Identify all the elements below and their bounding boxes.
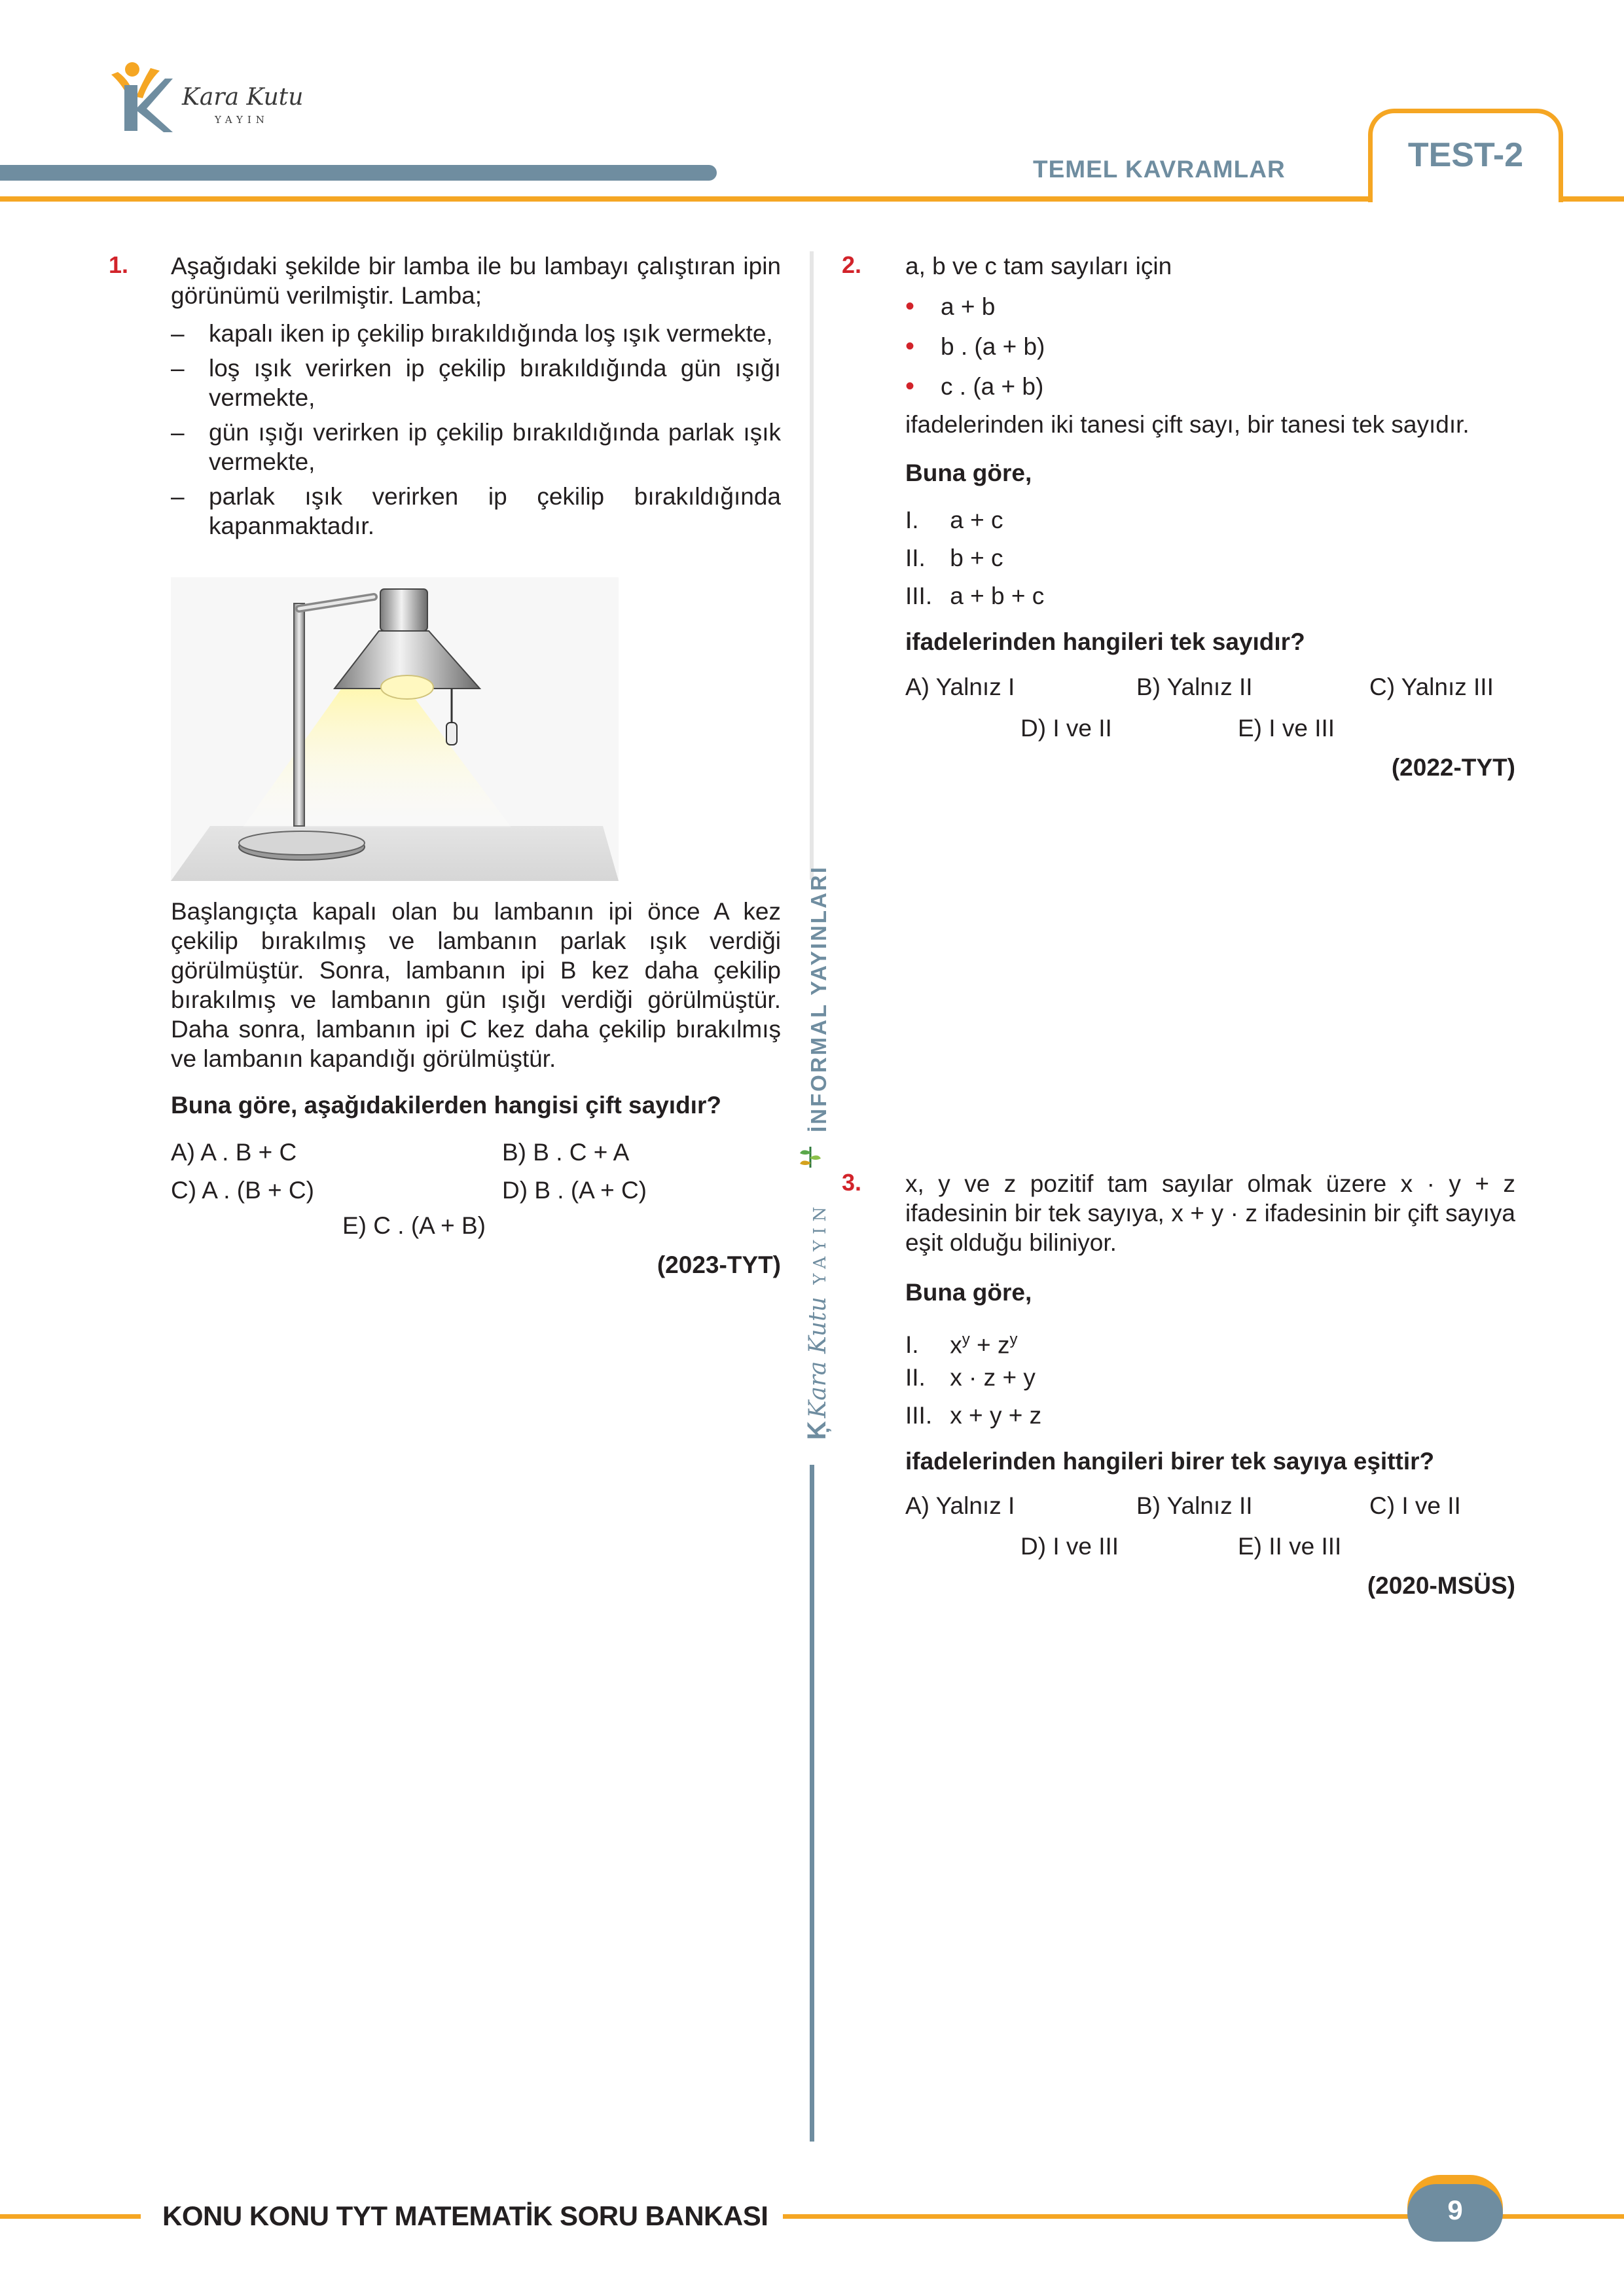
q2-option-b[interactable]: B) Yalnız II (1136, 673, 1253, 700)
side-leaf-icon (797, 1144, 823, 1170)
q1-body: Başlangıçta kapalı olan bu lambanın ipi önce A kez çekilip bırakılmış ve lambanın parlak ışık verdiği görülmüştür. Sonra, lambanın ipi B kez daha çekilip bırakılmış ve lambanın gün ışığı verdiği görülmüştür. Daha sonra, lambanın ipi C kez daha çekilip bırakılmış ve lambanın kapandığı görülmüştür. (171, 898, 781, 1072)
bullet-icon: • (905, 332, 915, 361)
q2-bullet-2 (905, 332, 1045, 361)
q3-question: ifadelerinden hangileri birer tek sayıya eşittir? (905, 1448, 1435, 1475)
q1-intro: Aşağıdaki şekilde bir lamba ile bu lambayı çalıştıran ipin görünümü verilmiştir. Lamba; (171, 253, 781, 309)
publisher-name: İNFORMAL YAYINLARI (806, 865, 831, 1132)
q2-buna-gore: Buna göre, (905, 459, 1032, 486)
side-logo-icon: Ķ (803, 1421, 831, 1440)
roman-expr-base: x (950, 1331, 962, 1359)
roman-label: I. (905, 1331, 919, 1359)
dash-icon: – (171, 355, 185, 382)
column-divider-bottom (810, 1465, 814, 2142)
q1-question: Buna göre, aşağıdakilerden hangisi çift sayıdır? (171, 1092, 721, 1119)
q3-option-b[interactable]: B) Yalnız II (1136, 1492, 1253, 1519)
q1-item-2 (171, 353, 781, 412)
q2-roman-2 (905, 543, 1003, 573)
roman-label: I. (905, 507, 919, 533)
q2-intro: a, b ve c tam sayıları için (905, 253, 1172, 279)
roman-label: III. (905, 583, 933, 609)
q1-number: 1. (109, 251, 129, 278)
q3-option-e[interactable]: E) II ve III (1238, 1533, 1342, 1560)
side-publisher-label (806, 865, 831, 1132)
q1-option-c[interactable]: C) A . (B + C) (171, 1177, 314, 1204)
roman-expr: x + y + z (950, 1402, 1042, 1429)
side-brand-label (803, 1201, 832, 1440)
header-band (0, 165, 717, 181)
q2-bullet-3 (905, 372, 1043, 401)
q3-roman-1 (905, 1325, 1017, 1359)
q1-item-1 (171, 319, 781, 348)
kara-kutu-logo-icon (105, 59, 177, 137)
column-divider-top (810, 251, 814, 880)
q1-option-b[interactable]: B) B . C + A (502, 1139, 630, 1166)
q1-item-text: parlak ışık verirken ip çekilip bırakıldığında kapanmaktadır. (209, 483, 781, 539)
side-brand-sub: YAYIN (810, 1200, 830, 1285)
roman-label: II. (905, 545, 926, 571)
q2-bullet-text: c . (a + b) (941, 373, 1044, 400)
lamp-illustration-icon (171, 577, 619, 881)
q3-roman-3 (905, 1401, 1041, 1430)
q2-source: (2022-TYT) (1391, 754, 1515, 781)
q2-option-e[interactable]: E) I ve III (1238, 715, 1335, 742)
bullet-icon: • (905, 372, 915, 401)
q2-bullet-text: b . (a + b) (941, 333, 1045, 360)
q1-item-text: loş ışık verirken ip çekilip bırakıldığında gün ışığı vermekte, (209, 355, 781, 411)
q1-item-3 (171, 418, 781, 476)
q3-option-a[interactable]: A) Yalnız I (905, 1492, 1015, 1519)
q1-source: (2023-TYT) (657, 1251, 781, 1278)
q1-item-text: gün ışığı verirken ip çekilip bırakıldığında parlak ışık vermekte, (209, 419, 781, 475)
brand-name: Kara Kutu (182, 84, 304, 111)
side-brand-name: Kara Kutu (804, 1297, 831, 1418)
roman-expr-mid: + z (969, 1331, 1010, 1359)
roman-label: II. (905, 1364, 926, 1391)
q2-number: 2. (842, 251, 862, 278)
page-number: 9 (1447, 2195, 1463, 2225)
q2-roman-1 (905, 505, 1003, 535)
brand-sub: YAYIN (215, 114, 269, 126)
page-number-badge (1407, 2175, 1503, 2242)
dash-icon: – (171, 320, 185, 347)
q2-statement: ifadelerinden iki tanesi çift sayı, bir tanesi tek sayıdır. (905, 411, 1470, 438)
roman-expr: b + c (950, 545, 1003, 571)
q1-option-e[interactable]: E) C . (A + B) (342, 1212, 486, 1239)
q2-roman-3 (905, 581, 1044, 611)
q3-source: (2020-MSÜS) (1367, 1572, 1515, 1599)
test-tab (1368, 109, 1563, 202)
roman-expr: a + b + c (950, 583, 1045, 609)
roman-expr-sup: y (1009, 1331, 1018, 1348)
q2-question: ifadelerinden hangileri tek sayıdır? (905, 628, 1305, 655)
q3-option-c[interactable]: C) I ve II (1369, 1492, 1461, 1519)
q2-bullet-1 (905, 292, 995, 321)
q2-option-d[interactable]: D) I ve II (1020, 715, 1112, 742)
q1-item-4 (171, 482, 781, 541)
roman-expr-sup: y (962, 1331, 970, 1348)
q3-option-d[interactable]: D) I ve III (1020, 1533, 1119, 1560)
q1-option-d[interactable]: D) B . (A + C) (502, 1177, 647, 1204)
q3-number: 3. (842, 1169, 862, 1196)
roman-expr: a + c (950, 507, 1003, 533)
q2-bullet-text: a + b (941, 293, 996, 320)
test-label: TEST-2 (1407, 136, 1524, 174)
q1-option-a[interactable]: A) A . B + C (171, 1139, 297, 1166)
logo (105, 59, 314, 137)
q1-list (171, 319, 781, 541)
dash-icon: – (171, 419, 185, 446)
section-title: TEMEL KAVRAMLAR (1033, 156, 1286, 183)
q2-option-a[interactable]: A) Yalnız I (905, 673, 1015, 700)
q2-option-c[interactable]: C) Yalnız III (1369, 673, 1494, 700)
footer-rule-left (0, 2214, 141, 2219)
bullet-icon: • (905, 292, 915, 321)
roman-label: III. (905, 1402, 933, 1429)
dash-icon: – (171, 483, 185, 510)
q3-buna-gore: Buna göre, (905, 1279, 1032, 1306)
lamp-figure (171, 577, 619, 881)
footer-title: KONU KONU TYT MATEMATİK SORU BANKASI (162, 2200, 768, 2231)
q1-item-text: kapalı iken ip çekilip bırakıldığında loş ışık vermekte, (209, 320, 773, 347)
q3-roman-2 (905, 1363, 1036, 1392)
roman-expr: x · z + y (950, 1364, 1036, 1391)
q3-intro: x, y ve z pozitif tam sayılar olmak üzere x · y + z ifadesinin bir tek sayıya, x + y · z ifadesinin bir çift sayıya eşit olduğu biliniyor. (905, 1170, 1515, 1256)
